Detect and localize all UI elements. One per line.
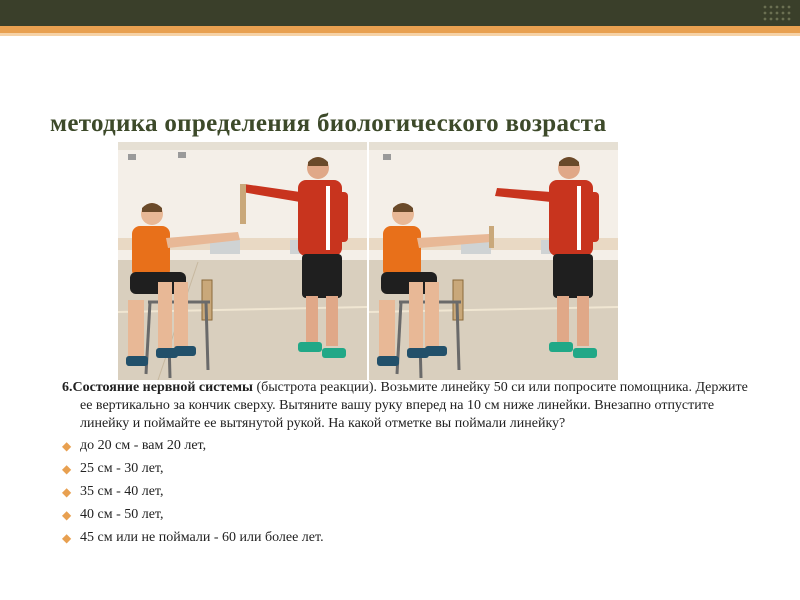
list-item (62, 529, 752, 552)
bullet-icon: ◆ (62, 439, 72, 453)
header-dots-icon (762, 4, 792, 22)
slide-title: методика определения биологического возраста (50, 110, 607, 137)
list-item (62, 437, 752, 460)
list-item (62, 460, 752, 483)
photo-right (369, 142, 618, 380)
slide-body (62, 379, 752, 552)
age-scale-list (62, 437, 752, 552)
bullet-icon: ◆ (62, 508, 72, 522)
header-accent-stripe (0, 26, 800, 33)
reaction-test-photos (118, 142, 618, 380)
list-item (62, 506, 752, 529)
lead-heading: 6.Состояние нервной системы (62, 380, 253, 395)
bullet-icon: ◆ (62, 531, 72, 545)
header-band (0, 0, 800, 26)
lead-paragraph (62, 379, 752, 433)
list-item-text: 40 см - 50 лет, (80, 507, 164, 522)
photo-left (118, 142, 367, 380)
list-item-text: 25 см - 30 лет, (80, 461, 164, 476)
bullet-icon: ◆ (62, 462, 72, 476)
lead-text: (быстрота реакции). Возьмите линейку 50 си или попросите помощника. Держите ее вертикально за кончик сверху. Вытяните вашу руку вперед на 10 см ниже линейки. Внезапно отпустите линейку и поймайте ее вытянутой рукой. На какой отметке вы поймали линейку? (80, 380, 748, 431)
bullet-icon: ◆ (62, 485, 72, 499)
list-item-text: до 20 см - вам 20 лет, (80, 438, 207, 453)
list-item (62, 483, 752, 506)
list-item-text: 45 см или не поймали - 60 или более лет. (80, 530, 324, 545)
header-accent-stripe-light (0, 33, 800, 36)
list-item-text: 35 см - 40 лет, (80, 484, 164, 499)
